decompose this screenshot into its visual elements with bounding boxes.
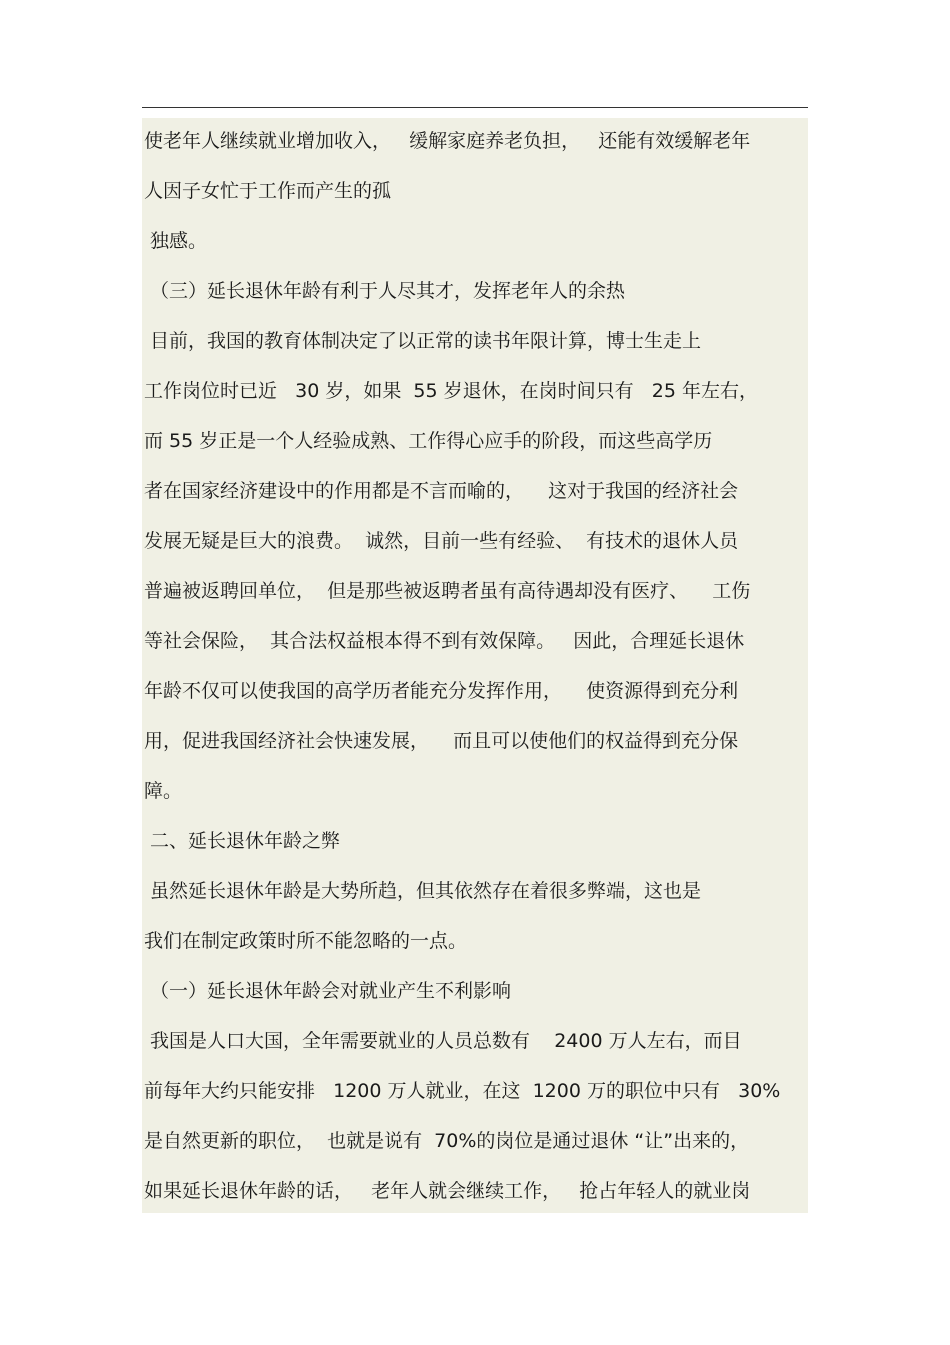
text-line: 如果延长退休年龄的话， 老年人就会继续工作， 抢占年轻人的就业岗 (144, 1180, 751, 1202)
text-line: 用，促进我国经济社会快速发展， 而且可以使他们的权益得到充分保 (144, 730, 739, 752)
text-line: 障。 (144, 780, 183, 802)
text-line: 者在国家经济建设中的作用都是不言而喻的， 这对于我国的经济社会 (144, 480, 739, 502)
text-line: 工作岗位时已近 30 岁，如果 55 岁退休，在岗时间只有 25 年左右， (144, 380, 758, 402)
text-line: 独感。 (144, 230, 208, 252)
text-line: 前每年大约只能安排 1200 万人就业，在这 1200 万的职位中只有 30% (144, 1080, 781, 1102)
text-line: 普遍被返聘回单位， 但是那些被返聘者虽有高待遇却没有医疗、 工伤 (144, 580, 751, 602)
text-line: 年龄不仅可以使我国的高学历者能充分发挥作用， 使资源得到充分利 (144, 680, 739, 702)
text-line: 使老年人继续就业增加收入， 缓解家庭养老负担， 还能有效缓解老年 (144, 130, 751, 152)
text-line: 我们在制定政策时所不能忽略的一点。 (144, 930, 468, 952)
text-line: 我国是人口大国，全年需要就业的人员总数有 2400 万人左右，而目 (144, 1030, 742, 1052)
text-line: 目前，我国的教育体制决定了以正常的读书年限计算，博士生走上 (144, 330, 702, 352)
text-line: 而 55 岁正是一个人经验成熟、工作得心应手的阶段，而这些高学历 (144, 430, 713, 452)
text-line: 是自然更新的职位， 也就是说有 70%的岗位是通过退休 “让”出来的， (144, 1130, 750, 1152)
section-heading: （三）延长退休年龄有利于人尽其才，发挥老年人的余热 (144, 280, 626, 302)
text-line: 等社会保险， 其合法权益根本得不到有效保障。 因此，合理延长退休 (144, 630, 745, 652)
text-line: 虽然延长退休年龄是大势所趋，但其依然存在着很多弊端，这也是 (144, 880, 702, 902)
section-heading: （一）延长退休年龄会对就业产生不利影响 (144, 980, 512, 1002)
header-rule (142, 107, 808, 108)
text-line: 人因子女忙于工作而产生的孤 (144, 180, 392, 202)
text-line: 发展无疑是巨大的浪费。 诚然，目前一些有经验、 有技术的退休人员 (144, 530, 739, 552)
section-heading: 二、延长退休年龄之弊 (144, 830, 341, 852)
